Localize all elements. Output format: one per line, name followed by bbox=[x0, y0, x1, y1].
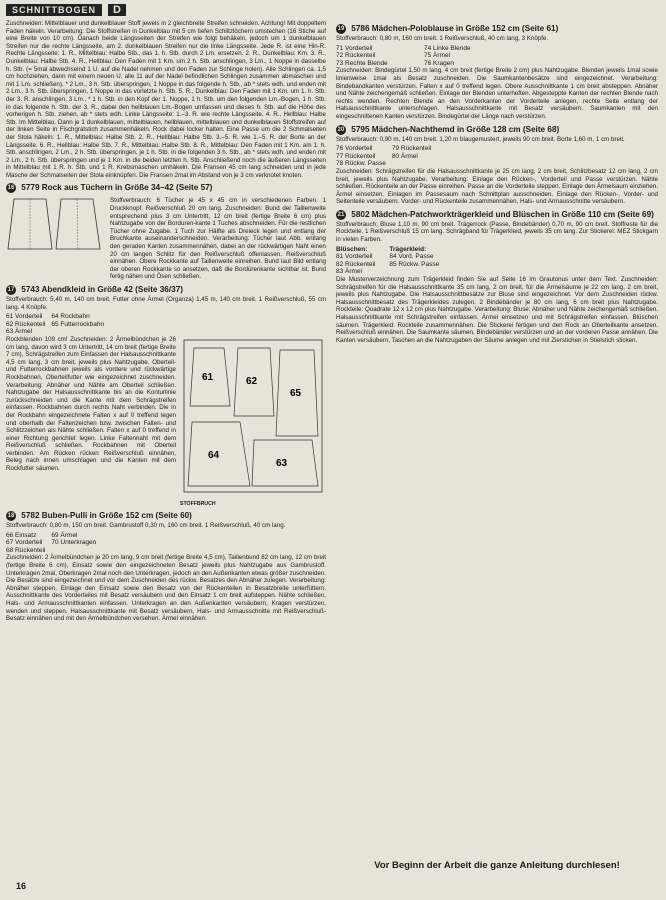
svg-text:64: 64 bbox=[208, 449, 220, 461]
svg-text:61: 61 bbox=[202, 371, 214, 383]
dress-parts-list-b bbox=[51, 313, 104, 336]
footer-note: Vor Beginn der Arbeit die ganze Anleitung durchlesen! bbox=[374, 860, 620, 871]
part-item: 69 Ärmel bbox=[51, 531, 78, 539]
part-item: 77 Rückenteil bbox=[336, 152, 376, 160]
pinafore-parts-list bbox=[389, 246, 439, 276]
page-number: 16 bbox=[16, 881, 27, 891]
page-header bbox=[6, 3, 206, 17]
section-heading-5802 bbox=[336, 210, 658, 220]
section-letter: D bbox=[108, 4, 126, 16]
section-title: 5743 Abendkleid in Größe 42 (Seite 36/37) bbox=[21, 285, 183, 295]
svg-text:65: 65 bbox=[290, 387, 302, 399]
blouse-parts-list bbox=[336, 246, 375, 276]
section-title: 5779 Rock aus Tüchern in Größe 34–42 (Seite 57) bbox=[21, 183, 213, 193]
patchwork-parts-row bbox=[336, 246, 658, 276]
section-number: 19 bbox=[337, 26, 345, 32]
part-item: 66 Einsatz bbox=[6, 531, 37, 539]
part-item: 61 Vorderteil bbox=[6, 313, 43, 321]
pulli-instructions: Zuschneiden: 2 Ärmelbündchen je 20 cm lang, 9 cm breit (fertige Breite 4,5 cm), Taillenbund 82 cm lang, 12 cm breit (fertige Breite 6 cm), Einsatz sowie den eingezeichneten Besatz jeweils plus Nahtzugabe aus Gambrustoff. Unterkragen 2mal, Oberkragen 2mal noch den Unterkragen, jedoch an den Außenkanten etwas größer zuschneiden. Die Besätze sind eingezeichnet und vor dem Zuschneiden des rückw. Besatzes den Abnäher zulegen. Verarbeitung: Abnäher steppen. Einlage den Einsatz sowie den Besatz von der Rückenteilen in Besatzbreite unterfüttern. Ausschnittkante des Vorderteiles mit Besatz versäubern und den Einsatz 1 cm breit aufsteppen. Nähte schließen, Hals- und Armausschnittkanten einfassen. Unterkragen an den Außenkanten versäubern, Kragen verstürzen, wenden und steppen. Halsausschnittkante mit Besatz versäubern, Hals- und Armausschnitte mit Reißverschluß-Besatz einnähen und mit den Ärmelbündchen versehen. Ärmel einnähen. bbox=[6, 554, 326, 623]
pulli-parts-row bbox=[6, 532, 326, 555]
pulli-material: Stoffverbrauch: 0,80 m, 150 cm breit. Gambrustoff 0,30 m, 160 cm breit. 1 Reißverschluß, 40 cm lang. bbox=[6, 521, 286, 529]
part-item: 83 Ärmel bbox=[336, 268, 363, 276]
part-item: 64 Rockbahn bbox=[51, 313, 90, 321]
section-heading-5782 bbox=[6, 511, 326, 521]
section-heading-5743 bbox=[6, 285, 326, 295]
section-title: 5786 Mädchen-Poloblause in Größe 152 cm (Seite 61) bbox=[351, 24, 559, 34]
nightgown-parts-list-b bbox=[392, 145, 431, 168]
section-heading-5786 bbox=[336, 24, 658, 34]
part-item: 84 Vord. Passe bbox=[389, 253, 434, 261]
skirt-pattern-diagram bbox=[6, 195, 326, 253]
part-item: 82 Rückenteil bbox=[336, 260, 376, 268]
part-item: 80 Ärmel bbox=[391, 152, 418, 160]
section-number: 17 bbox=[7, 287, 15, 293]
dress-body bbox=[6, 336, 326, 507]
part-item: 76 Vorderteil bbox=[336, 145, 373, 153]
dress-parts-row bbox=[6, 313, 326, 336]
nightgown-parts-row bbox=[336, 145, 658, 168]
part-item: 72 Rückenteil bbox=[336, 52, 376, 60]
parts-group-title: Blüschen: bbox=[336, 245, 368, 253]
patchwork-instructions: Die Musterverzeichnung zum Trägerkleid finden Sie auf Seite 16 im Grautonus unter dem Text. Zuschneiden: Schrägstreifen für die Halsausschnittkante 35 cm lang, 2 cm breit, für die Ärmelsäume je 22 cm lang, 2 cm breit, jeweils plus Nahtzugabe. Die Halsausschnittbesätze zur Bluse sind eingezeichnet. Vor dem Zuschneiden rückw. Halsausschnittbesatz des Trägerkleides zulegen. 2 Bindebänder je 80 cm lang, 6 cm breit plus Nahtzugabe. Rockteile: Quadrate 12 x 12 cm plus Nahtzugabe. Verarbeitung: Bluse: Abnäher und Nähte zeichengemäß schließen. Halsausschnittkante mit Schrägstreifen einfassen. Ärmel einsetzen und mit Schrägstreifen einfassen. Blüschen säumen. Trägerkleid: Rockteile zusammennähen. Die Stickerei fertigen und den Rock an Oberteilkante ansetzen. Reißverschluß einnähen. Die Saumkante säumen, Bindebänder verstürzen und an der vorderen Passe annähen. Die Kanten versäubern, Taschen an die Nahtzugaben der Säume anlegen und mit Zierstichen in Stielstich sticken. bbox=[336, 276, 658, 344]
part-item: 68 Rückenteil bbox=[6, 546, 46, 554]
polo-material: Stoffverbrauch: 0,80 m, 160 cm breit. 1 Reißverschluß, 40 cm lang, 3 Knöpfe. bbox=[336, 35, 549, 42]
section-number: 16 bbox=[7, 185, 15, 192]
section-label: SCHNITTBOGEN bbox=[6, 4, 102, 16]
dress-pattern-diagram bbox=[180, 336, 326, 507]
dress-parts-list-a bbox=[6, 313, 45, 336]
part-item: 76 Kragen bbox=[424, 59, 454, 67]
part-item: 70 Unterkragen bbox=[51, 539, 97, 547]
patchwork-material: Stoffverbrauch: Bluse 1,10 m, 90 cm breit. Trägerrock (Passe, Bindebänder) 0,70 m, 90 cm breit. Stoffreste für die Rockteile. 1 Reißverschluß 15 cm lang. Schrägband für Trägerkleid, jeweils 35 cm lang. Zur Stickerei: MEZ Stickgarn in vielen Farben. bbox=[336, 220, 658, 244]
skirt-instructions: Stoffverbrauch: 6 Tücher je 45 x 45 cm in verschiedenen Farben. 1 Druckknopf. Reißverschluß 20 cm lang. Zuschneiden: Bund der Taillenweite entsprechend plus 3 cm Untertritt, 12 cm breit (fertige Breite 6 cm) plus Nahtzugabe von der Borduren-kante 1 Tuches abschneiden. Für die restlichen Tücher ohne Zugabe. 1 Tuch zur Hälfte als Dreieck legen und entlang der Bruchkante auseinanderschneiden. Verarbeitung: Tücher laut Abb. entlang den geraden Kanten zusammennähen, dabei an der rückwärtigen Naht einen 20 cm langen Schlitz für den Reißverschluß offenlassen. Reißverschluß einnähen. Obere Rockkante auf Taillenweite einreihen. Bund laut Bild entlang der oberen Rockkante so ansetzen, daß die Bordürenkante sichtbar ist. Bund fertig nähen und Ösen schließen. bbox=[110, 197, 326, 281]
dress-material: Stoffverbrauch: 5,40 m, 140 cm breit. Futter ohne Ärmel (Organza) 1,45 m, 140 cm breit. 1 Reißverschluß, 55 cm lang. 4 Knöpfe. bbox=[6, 296, 326, 311]
pulli-parts-list-a bbox=[6, 532, 45, 555]
svg-text:63: 63 bbox=[276, 457, 288, 469]
part-item: 75 Ärmel bbox=[424, 52, 451, 60]
fold-label: STOFFBRUCH bbox=[180, 500, 216, 507]
nightgown-parts-list-a bbox=[336, 145, 386, 168]
section-heading-5795 bbox=[336, 125, 658, 135]
polo-parts-list bbox=[336, 45, 506, 68]
left-column bbox=[6, 20, 326, 882]
part-item: 78 Rückw. Passe bbox=[336, 160, 386, 168]
section-number: 21 bbox=[337, 211, 345, 218]
section-title: 5795 Mädchen-Nachthemd in Größe 128 cm (Seite 68) bbox=[351, 124, 560, 134]
dress-instructions: Rockblenden 109 cm! Zuschneiden: 2 Ärmelbündchen je 26 cm lang, davon wird 3 cm Untertritt, 14 cm breit (fertige Breite 7 cm), Schrägstreifen zum Einfassen der Halsausschnittkante 4,5 cm lang, 3 cm breit, jeweils plus Nahtzugabe. Oberteil- und Futterrockbahnen jeweils als vordere und rückwärtige Rockbahnen, Oberteilfutter wie eingezeichnet zuschneiden. Verarbeitung: Abnäher und Nähte am Oberteil schließen. Nahtzugabe der Halsausschnittkante bis an die Konturlinie zurückschneiden und die Kante mit dem Schrägstreifen einfassen. Rockbahnen durch rechts Naht verbinden. Die in der Rockbahn eingezeichnete Falten x auf 0 treffend legen und oberhalb der Faltenzeichen bzw. zwischen Falten- und Schlitzzeichen als Nähte schließen. Falten x auf 0 treffend in einer Richtung gerichtet legen. Linke Faltennaht mit dem Reißverschluß schließen. Rockbahnen mit Oberteil verbinden. Am Rücken rücken Reißverschluß einnähen, Beleg nach innen umschlagen und die Kanten mit dem Rockfutter säumen. bbox=[6, 335, 176, 473]
parts-group-title: Trägerkleid: bbox=[389, 245, 427, 253]
part-item: 74 Linke Blende bbox=[424, 44, 471, 52]
intro-text: Zuschneiden: Mittelblauer und dunkelblauer Stoff jewels in 2 gleichbreite Streifen schneiden. Achtung! Mit doppeltem Faden häkeln. Verarbeitung: Die Stoffstreifen in Dunkelblau mit 5 cm tiefen Schlitzlöchern umstechen (16 Stiche auf eine Breite von 10 cm). Danach beide Längsseiten der Streifen wie folgt behäkeln, jedoch um 1 dunkelblauen Streifen nur die rechte Längsseite, am 2. dunkelblauen Streifen nur die linke Längsseite. Jede R. ist eine Hin-R. Rechte Längsseite: 1. R., Mittelblau: Halbe Stb., das 1. h. Stb. durch 2 Lm. ersetzen. 2. R., Dunkelblau: Km. 3. R., Dunkelblau: Halbe Stb. 4. R., Hellblau: Den Faden mit 1 Km. um 2 h. Stb. anschlingen, 3 Lm., 1 Noppe in dasselbe h. Stb. (= 5mal abwechselnd 1 U. auf die Nadel nehmen und den Faden zur Schlinge holen). Alle Schlingen ca. 1,5 cm hochziehen, dann mit einem neuen U. alle 11 auf der Nadel befindlichen Schlingen zusammen abmaschen und mit 1 Lm. schließen), * 2 Lm., 3 h. Stb. überspringen, 1 Noppe in das folgende h. Stb., ab * stets wdh. und enden mit 2 Lm., 3 h. Stb. überspringen, 1 Noppe in das vorletzte h. Stb. 5. R., Dunkelblau: Den Faden mit 1 Km. um 1. h. Stb. der 3. R. anschlingen, 3 Lm., * 1 h. Stb. in den Kopf der 1. Noppe, 1 h. Stb. um den folgenden Lm.-Bogen, 1 h. Stb. in das folgende h. Stb. der 3. R., dabei den hellblauen Lm.-Bogen umfassen und dieses h. Stb. auf die Höhe des vorherigen h. Stb. ziehen, ab * stets wdh. Linke Längsseite: 1.–3. R. wie rechte Längsseite. 4. R., Hellblau: Halbe Stb. Im Mittelblau. Dann je 1 dunkelblauen, mittelblauen, hellblauen, mittelblauen und dunkelblauen Stoffstreifen auf der linken Seite in Fischgratstich zusammenhäkeln. Rock dabei locker halten. Eine Passe um die 2 Schmalseiten der Stola häkeln: 1. R., Mittelblau: Halbe Stb. 2. R., Hellblau: Halbe Stb. 3.–5. R. wie 1.–5. R. der Borte an der Längsseite. 6. R., Hellblau: Halbe Stb. 7. R., Mittelblau: Halbe Stb. 8. R., Mittelblau: Den Faden mit 1 Km. am 1. h. Stb. anschlingen, 2 Lm., 2 h. Stb. überspringen, je 1 h. Stb. in die folgenden 3 h. Stb., ab * stets wdh. und enden mit 2 Lm., 2 h. Stb. überspringen und je 1 Km. in die beiden letzten h. Stb. Anschließend noch die äußeren Längsseiten in Mittelblau mit 1 R. h. Stb. und 1 R. Krebsmaschen umhäkeln. Die Fransen 45 cm lang schneiden und in jede Masche der Schmalseiten der Stola einknüpfen. Die Fransen 2mal im Abstand von je 3 cm verknotet knoten. bbox=[6, 20, 326, 179]
polo-instructions: Zuschneiden: Bindegürtel 1,50 m lang, 4 cm breit (fertige Breite 2 cm) plus Nahtzugabe. Blenden jeweils 1mal sowie linienweise 1mal als Besatz zuschneiden. Die Saumkantenbesätze sind eingezeichnet. Verarbeitung: Bindebandkanten verstürzen. Falten x auf 0 treffend legen. Obere Ausschnittkante 1 cm breit absteppen. Abnäher und Nähte zeichengemäß schließen. Einlage der Blenden unterheften. Abgesteppte Kanten der rechten Blende nach rechts wenden. Rechten Blende an den Vorderkanten der Vorderteile anlegen, rechte Seite entlang der Halsausschnittkante unterschlagen. Halsausschnittkante mit Besatz versäubern. Saumkanten mit den eingeschnittenen Kanten verstürzen. Bindegürtel der Länge nach verstürzen. bbox=[336, 67, 658, 120]
part-item: 79 Rückenteil bbox=[391, 145, 432, 153]
part-item: 63 Ärmel bbox=[6, 328, 33, 336]
part-item: 71 Vorderteil bbox=[336, 44, 373, 52]
pulli-parts-list-b bbox=[51, 532, 96, 555]
nightgown-material: Stoffverbrauch: 0,90 m, 140 cm breit. 1,20 m blaugemustert, jeweils 90 cm breit. Borte 1,60 m, 1 cm breit. bbox=[336, 135, 625, 143]
svg-text:62: 62 bbox=[246, 375, 258, 387]
part-item: 62 Rückenteil bbox=[6, 320, 46, 328]
nightgown-instructions: Zuschneiden: Schrägstreifen für die Halsausschnittkante je 25 cm lang, 2 cm breit, Schlitzbesatz 12 cm lang, 2 cm breit, jeweils plus Nahtzugabe. Verarbeitung: Einlage den Rücken-, Vorderteil und Passe verstürzen. Nähte schließen. Rückenteile an der Passe einreihen. Passe an die Vorderteile steppen. Einlage den Ärmelsaum einziehen. Ärmel einsetzen. Einlagen im Passesaum nach Schnittplan ausschneiden. Einlage den Rücken-, Vorder- und Seitenteile versäubern. Vorder- und Rückenteile zusammennähen, Hals- und Armausschnitte versäubern. bbox=[336, 167, 658, 206]
section-title: 5802 Mädchen-Patchworkträgerkleid und Blüschen in Größe 110 cm (Seite 69) bbox=[351, 210, 654, 220]
part-item: 65 Futterrockbahn bbox=[51, 320, 105, 328]
part-item: 85 Rückw. Passe bbox=[389, 260, 440, 268]
section-title: 5782 Buben-Pulli in Größe 152 cm (Seite 60) bbox=[21, 511, 192, 521]
part-item: 67 Vorderteil bbox=[6, 539, 43, 547]
part-item: 81 Vorderteil bbox=[336, 253, 373, 261]
right-column bbox=[336, 20, 658, 850]
part-item: 73 Rechte Blende bbox=[336, 59, 388, 67]
section-number: 20 bbox=[337, 126, 345, 133]
section-number: 18 bbox=[7, 512, 15, 519]
section-heading-5779 bbox=[6, 183, 326, 193]
